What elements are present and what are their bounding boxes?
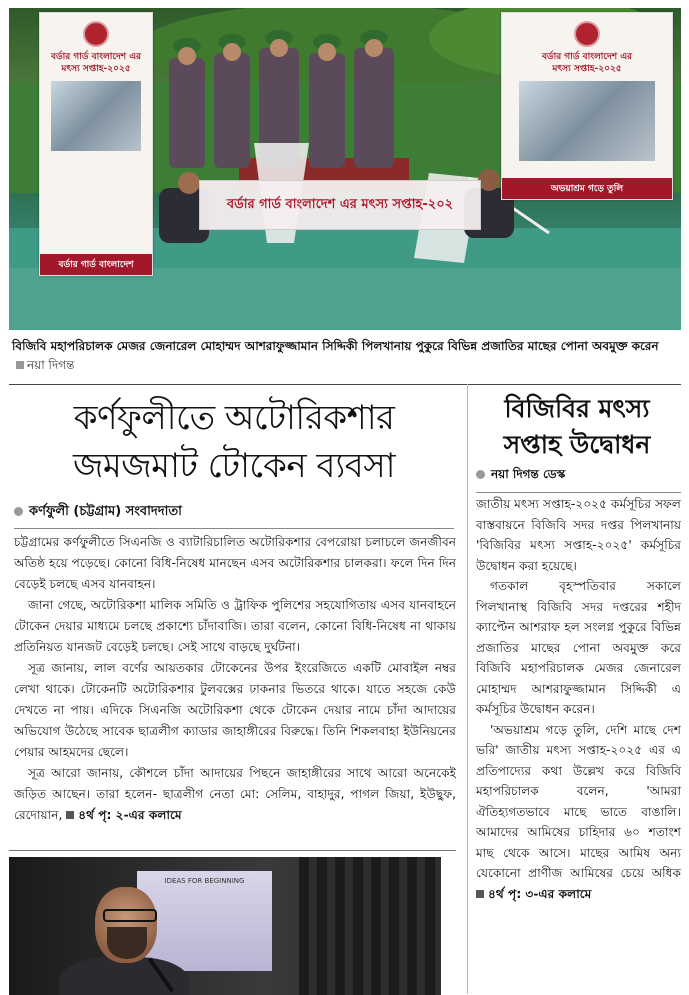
banner-right-footer: অভয়াশ্রম গড়ে তুলি [502, 178, 672, 199]
left-article-byline [14, 502, 454, 529]
headline-line-2: সপ্তাহ উদ্বোধন [503, 430, 651, 459]
pond-banner: বর্ডার গার্ড বাংলাদেশ এর মৎস্য সপ্তাহ-২০২ [199, 180, 481, 230]
banner-left-image [51, 81, 141, 151]
photo-caption [12, 337, 676, 375]
presentation-screen: IDEAS FOR BEGINNING [137, 871, 272, 971]
paragraph-text: 'অভয়াশ্রম গড়ে তুলি, দেশি মাছে দেশ ভরি' জাতীয় মৎস্য সপ্তাহ-২০২৫ এর এ প্রতিপাদ্যের কথা উল্লেখ করে বিজিবি মহাপরিচালক বলেন, 'আমরা ঐতিহ্যগতভাবে মাছে ভাতে বাঙালি। আমাদের আমিষের চাহিদার ৬০ শতাংশ মাছ থেকে আসে। মাছের আমিষ অন্য যেকোনো প্রাণীজ আমিষের চেয়ে অধিক [476, 722, 681, 880]
square-bullet-icon [66, 811, 74, 819]
horizontal-divider [9, 384, 681, 385]
banner-left-line-2: মৎস্য সপ্তাহ-২০২৫ [61, 64, 131, 74]
paragraph: গতকাল বৃহস্পতিবার সকালে পিলখানাস্থ বিজিবি সদর দপ্তরের শহীদ ক্যাপ্টেন আশরাফ হল সংলগ্ন পুকুরে বিভিন্ন প্রজাতির মাছের পোনা অবমুক্ত করে বিজিবি মহাপরিচালক মেজর জেনারেল মোহাম্মদ আশরাফুজ্জামান সিদ্দিকী এ কর্মসূচির উদ্বোধন করেন। [476, 579, 681, 716]
banner-right-line-1: বর্ডার গার্ড বাংলাদেশ এর [541, 52, 632, 62]
continuation-jump[interactable] [476, 887, 591, 901]
right-article-headline [472, 391, 682, 463]
column-divider [467, 384, 468, 994]
byline-text: নয়া দিগন্ত ডেস্ক [491, 467, 566, 481]
speaker-glasses [103, 909, 157, 922]
paragraph-text: সূত্র আরো জানায়, কৌশলে চাঁদা আদায়ের পিছনে জাহাঙ্গীরের সাথে আরো অনেকেই জড়িত আছেন। তারা হলেন- ছাত্রলীগ নেতা মো: সেলিম, বাহাদুর, পাগল জিয়া, ইউছুফ, রেদোয়ান, [14, 766, 456, 822]
bottom-news-photo [9, 857, 441, 995]
right-article-body [476, 494, 681, 904]
byline-text: কর্ণফুলী (চট্টগ্রাম) সংবাদদাতা [29, 504, 182, 519]
bullet-dot-icon [14, 507, 23, 516]
right-article-byline [476, 466, 681, 493]
banner-left-line-1: বর্ডার গার্ড বাংলাদেশ এর [50, 52, 141, 62]
continuation-jump[interactable] [66, 808, 181, 822]
paragraph [476, 720, 681, 905]
headline-line-1: কর্ণফুলীতে অটোরিকশার [73, 398, 395, 438]
speaker-beard [107, 927, 147, 959]
paragraph: জাতীয় মৎস্য সপ্তাহ-২০২৫ কর্মসূচির সফল বাস্তবায়নে বিজিবি সদর দপ্তর পিলখানায় 'বিজিবির মৎস্য সপ্তাহ-২০২৫' কর্মসূচির উদ্বোধন করা হয়েছে। [476, 497, 681, 573]
paragraph: সূত্র জানায়, লাল বর্ণের আয়তকার টোকেনের উপর ইংরেজিতে একটি মোবাইল নম্বর লেখা থাকে। টোকেনটি অটোরিকশার টুলবক্সের ঢাকনার ভিতরে থাকে। যাতে সহজে কেউ দেখতে না পায়। এদিকে সিএনজি অটোরিকশা থেকে টোকেন দেয়ার নামে চাঁদা আদায়ের অভিযোগ উঠেছে সাবেক ছাত্রলীগ ক্যাডার জাহাঙ্গীরের বিরুদ্ধে। তিনি শিকলবাহা ইউনিয়নের পেয়ার আহমদের ছেলে। [14, 661, 456, 759]
square-bullet-icon [476, 890, 484, 898]
event-banner-right [501, 12, 673, 200]
top-news-photo [9, 8, 681, 330]
caption-text: বিজিবি মহাপরিচালক মেজর জেনারেল মোহাম্মদ আশরাফুজ্জামান সিদ্দিকী পিলখানায় পুকুরে বিভিন্ন প্রজাতির মাছের পোনা অবমুক্ত করেন [12, 339, 659, 353]
left-article-body [14, 532, 456, 826]
headline-line-2: জমজমাট টোকেন ব্যবসা [72, 446, 396, 486]
paragraph: চট্টগ্রামের কর্ণফুলীতে সিএনজি ও ব্যাটারিচালিত অটোরিকশার বেপরোয়া চলাচলে জনজীবন অতিষ্ঠ হয়ে পড়েছে। কোনো বিধি-নিষেধ মানছেন এসব অটোরিকশার চালকরা। ফলে দিন দিন বেড়েই চলছে এসব যানবাহন। [14, 535, 456, 591]
left-article-headline [18, 394, 450, 490]
horizontal-divider [9, 850, 456, 851]
paragraph [14, 763, 456, 826]
banner-right-line-2: মৎস্য সপ্তাহ-২০২৫ [552, 64, 622, 74]
headline-line-1: বিজিবির মৎস্য [504, 394, 650, 423]
bgb-emblem-icon [574, 21, 600, 47]
jump-text: ৪র্থ পৃ: ২-এর কলামে [78, 808, 182, 822]
event-banner-left [39, 12, 153, 276]
square-bullet-icon [16, 361, 24, 369]
bgb-emblem-icon [83, 21, 109, 47]
caption-credit: নয়া দিগন্ত [27, 358, 75, 372]
paragraph: জানা গেছে, অটোরিকশা মালিক সমিতি ও ট্রাফিক পুলিশের সহযোগিতায় এসব যানবাহনে টোকেন দেয়ার মাধ্যমে চলছে প্রকাশ্যে চাঁদাবাজি। তারা বলেন, কোনো বিধি-নিষেধ না থাকায় প্রতিনিয়ত যানজট বেড়েই চলছে। সেই সাথে বাড়ছে দুর্ঘটনা। [14, 598, 456, 654]
banner-right-image [519, 81, 655, 161]
jump-text: ৪র্থ পৃ: ৩-এর কলামে [488, 886, 592, 901]
bullet-dot-icon [476, 470, 485, 479]
banner-left-footer: বর্ডার গার্ড বাংলাদেশ [40, 254, 152, 275]
stage-curtain [299, 857, 441, 995]
